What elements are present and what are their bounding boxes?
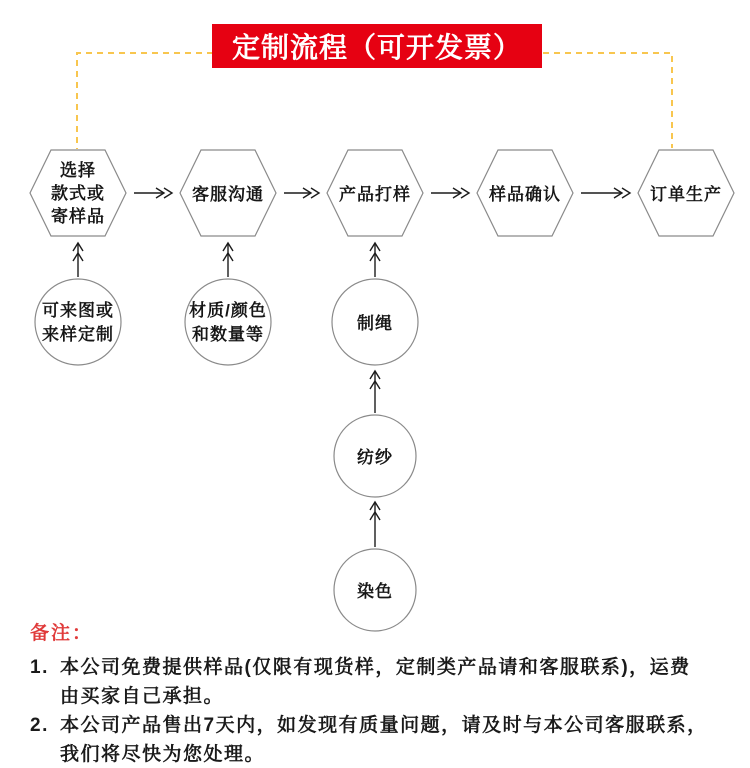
arrow-circle1-to-step1 [73, 243, 83, 277]
dashed-connector-right [543, 53, 672, 148]
remark-number: 2. [30, 715, 49, 736]
remark-item-2 [30, 711, 736, 768]
circle-label-line: 染色 [357, 582, 393, 601]
remark-number: 1. [30, 657, 49, 678]
flow-step-select-style [30, 150, 126, 236]
flow-node-spinning [334, 415, 416, 497]
hexagon-label-line: 客服沟通 [192, 185, 264, 204]
circle-label-line: 和数量等 [192, 325, 264, 344]
flow-note-custom-by-sample [35, 279, 121, 365]
flow-step-sample-confirmation [477, 150, 573, 236]
flow-step-order-production [638, 150, 734, 236]
title-banner [212, 24, 542, 68]
hexagon-label-line: 寄样品 [51, 207, 105, 226]
remark-text-line: 我们将尽快为您处理。 [60, 744, 266, 765]
hexagon-label-line: 款式或 [51, 184, 105, 203]
remark-text-line: 本公司产品售出7天内，如发现有质量问题，请及时与本公司客服联系， [60, 715, 708, 736]
arrow-rope-to-step3 [370, 243, 380, 277]
arrow-step2-to-step3 [284, 188, 319, 198]
flow-note-material-color-qty [185, 279, 271, 365]
flow-step-product-sampling [327, 150, 423, 236]
remark-text-line: 本公司免费提供样品(仅限有现货样，定制类产品请和客服联系)，运费 [60, 657, 691, 678]
hexagon-label-line: 订单生产 [650, 185, 722, 204]
flow-node-rope-making [332, 279, 418, 365]
page-title: 定制流程（可开发票） [231, 32, 522, 63]
circle-shape [35, 279, 121, 365]
remarks-section [30, 618, 736, 768]
circle-label-line: 材质/颜色 [189, 301, 267, 320]
circle-label-line: 可来图或 [42, 301, 114, 320]
remark-item-1 [30, 653, 736, 711]
hexagon-label-line: 产品打样 [339, 185, 411, 204]
circle-label-line: 纺纱 [357, 448, 393, 467]
arrow-step4-to-step5 [581, 188, 630, 198]
arrow-step1-to-step2 [134, 188, 172, 198]
flow-step-service-communication [180, 150, 276, 236]
circle-shape [185, 279, 271, 365]
circle-label-line: 来样定制 [42, 325, 114, 344]
dashed-connector-left [77, 53, 213, 149]
hexagon-label-line: 选择 [60, 161, 96, 180]
remark-text-line: 由买家自己承担。 [60, 686, 225, 707]
arrow-circle2-to-step2 [223, 243, 233, 277]
circle-label-line: 制绳 [357, 314, 393, 333]
arrow-spinning-to-rope [370, 371, 380, 413]
arrow-step3-to-step4 [431, 188, 469, 198]
remarks-label: 备注： [30, 623, 94, 644]
arrow-dyeing-to-spinning [370, 502, 380, 547]
hexagon-label-line: 样品确认 [489, 185, 561, 204]
